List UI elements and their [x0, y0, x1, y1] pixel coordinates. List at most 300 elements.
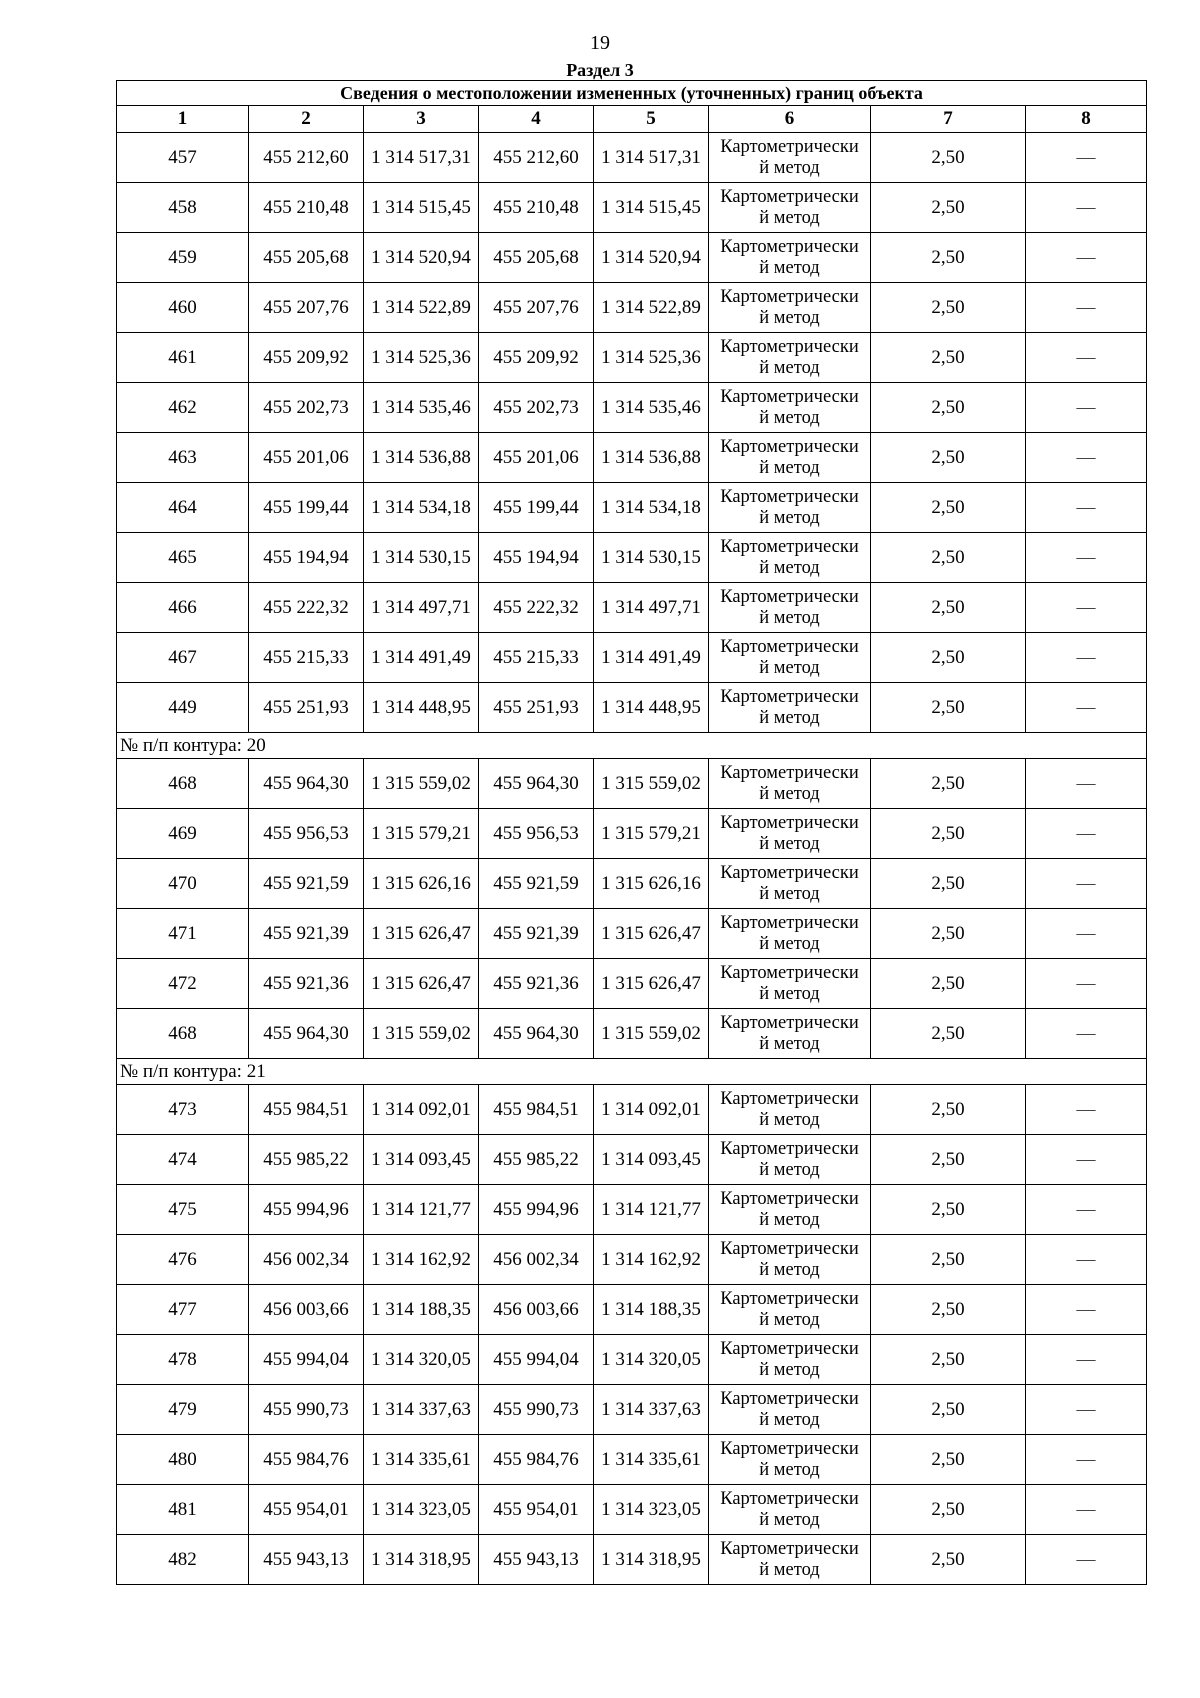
method-line: й метод — [759, 1159, 820, 1180]
y-new: 1 314 525,36 — [594, 333, 709, 383]
method-cell — [709, 233, 871, 283]
method-line: Картометрически — [720, 536, 859, 557]
x-new: 455 205,68 — [479, 233, 594, 283]
method-cell — [709, 583, 871, 633]
method-line: Картометрически — [720, 236, 859, 257]
method-line: Картометрически — [720, 1338, 859, 1359]
x-new: 455 984,76 — [479, 1435, 594, 1485]
column-number: 7 — [871, 106, 1026, 133]
accuracy: 2,50 — [871, 433, 1026, 483]
contour-prefix: № п/п контура: — [120, 1060, 247, 1082]
method-line: й метод — [759, 207, 820, 228]
x-new: 455 199,44 — [479, 483, 594, 533]
method-cell — [709, 759, 871, 809]
method-line: й метод — [759, 657, 820, 678]
point-number: 457 — [117, 133, 249, 183]
description: — — [1026, 283, 1147, 333]
x-existing: 455 209,92 — [249, 333, 364, 383]
x-new: 455 921,59 — [479, 859, 594, 909]
y-existing: 1 314 515,45 — [364, 183, 479, 233]
y-existing: 1 314 320,05 — [364, 1335, 479, 1385]
x-new: 455 201,06 — [479, 433, 594, 483]
table-row — [117, 683, 1147, 733]
description: — — [1026, 233, 1147, 283]
method-line: й метод — [759, 607, 820, 628]
table-row — [117, 233, 1147, 283]
method-line: й метод — [759, 883, 820, 904]
x-existing: 455 984,51 — [249, 1085, 364, 1135]
method-cell — [709, 183, 871, 233]
column-number: 1 — [117, 106, 249, 133]
method-cell — [709, 283, 871, 333]
y-existing: 1 314 121,77 — [364, 1185, 479, 1235]
x-existing: 455 956,53 — [249, 809, 364, 859]
point-number: 481 — [117, 1485, 249, 1535]
x-new: 455 985,22 — [479, 1135, 594, 1185]
method-line: й метод — [759, 1459, 820, 1480]
accuracy: 2,50 — [871, 1135, 1026, 1185]
description: — — [1026, 1335, 1147, 1385]
method-line: Картометрически — [720, 336, 859, 357]
method-cell — [709, 1085, 871, 1135]
table-row — [117, 809, 1147, 859]
y-existing: 1 315 579,21 — [364, 809, 479, 859]
description: — — [1026, 809, 1147, 859]
method-cell — [709, 1485, 871, 1535]
method-line: й метод — [759, 457, 820, 478]
method-line: Картометрически — [720, 1438, 859, 1459]
method-line: Картометрически — [720, 1388, 859, 1409]
point-number: 468 — [117, 759, 249, 809]
y-new: 1 315 559,02 — [594, 759, 709, 809]
accuracy: 2,50 — [871, 809, 1026, 859]
method-cell — [709, 859, 871, 909]
y-existing: 1 314 536,88 — [364, 433, 479, 483]
y-new: 1 315 579,21 — [594, 809, 709, 859]
y-existing: 1 314 491,49 — [364, 633, 479, 683]
table-row — [117, 1435, 1147, 1485]
point-number: 471 — [117, 909, 249, 959]
method-cell — [709, 433, 871, 483]
point-number: 449 — [117, 683, 249, 733]
method-cell — [709, 383, 871, 433]
method-line: й метод — [759, 1509, 820, 1530]
accuracy: 2,50 — [871, 1435, 1026, 1485]
x-new: 455 222,32 — [479, 583, 594, 633]
method-line: Картометрически — [720, 686, 859, 707]
description: — — [1026, 383, 1147, 433]
accuracy: 2,50 — [871, 1485, 1026, 1535]
method-line: Картометрически — [720, 1088, 859, 1109]
accuracy: 2,50 — [871, 533, 1026, 583]
description: — — [1026, 133, 1147, 183]
accuracy: 2,50 — [871, 483, 1026, 533]
x-new: 455 994,04 — [479, 1335, 594, 1385]
y-new: 1 314 535,46 — [594, 383, 709, 433]
y-new: 1 314 121,77 — [594, 1185, 709, 1235]
description: — — [1026, 583, 1147, 633]
x-new: 455 194,94 — [479, 533, 594, 583]
x-existing: 456 003,66 — [249, 1285, 364, 1335]
accuracy: 2,50 — [871, 909, 1026, 959]
description: — — [1026, 183, 1147, 233]
x-new: 455 943,13 — [479, 1535, 594, 1585]
method-line: й метод — [759, 833, 820, 854]
accuracy: 2,50 — [871, 633, 1026, 683]
contour-label — [117, 1059, 1147, 1085]
accuracy: 2,50 — [871, 183, 1026, 233]
accuracy: 2,50 — [871, 583, 1026, 633]
y-existing: 1 314 188,35 — [364, 1285, 479, 1335]
point-number: 458 — [117, 183, 249, 233]
method-line: Картометрически — [720, 486, 859, 507]
method-line: Картометрически — [720, 962, 859, 983]
method-line: й метод — [759, 983, 820, 1004]
y-existing: 1 315 626,16 — [364, 859, 479, 909]
description: — — [1026, 333, 1147, 383]
column-number: 3 — [364, 106, 479, 133]
method-line: Картометрически — [720, 862, 859, 883]
x-new: 455 215,33 — [479, 633, 594, 683]
table-row — [117, 483, 1147, 533]
method-cell — [709, 1335, 871, 1385]
table-row — [117, 133, 1147, 183]
point-number: 469 — [117, 809, 249, 859]
x-new: 455 209,92 — [479, 333, 594, 383]
y-new: 1 314 497,71 — [594, 583, 709, 633]
table-row — [117, 1009, 1147, 1059]
accuracy: 2,50 — [871, 1185, 1026, 1235]
accuracy: 2,50 — [871, 1009, 1026, 1059]
table-row — [117, 1185, 1147, 1235]
point-number: 474 — [117, 1135, 249, 1185]
method-line: Картометрически — [720, 1188, 859, 1209]
table-row — [117, 383, 1147, 433]
point-number: 470 — [117, 859, 249, 909]
x-existing: 455 994,04 — [249, 1335, 364, 1385]
method-cell — [709, 1235, 871, 1285]
description: — — [1026, 533, 1147, 583]
accuracy: 2,50 — [871, 383, 1026, 433]
y-existing: 1 314 520,94 — [364, 233, 479, 283]
description: — — [1026, 433, 1147, 483]
accuracy: 2,50 — [871, 333, 1026, 383]
x-existing: 455 990,73 — [249, 1385, 364, 1435]
accuracy: 2,50 — [871, 283, 1026, 333]
method-line: й метод — [759, 307, 820, 328]
y-new: 1 314 093,45 — [594, 1135, 709, 1185]
y-new: 1 314 320,05 — [594, 1335, 709, 1385]
x-new: 455 964,30 — [479, 1009, 594, 1059]
y-existing: 1 314 534,18 — [364, 483, 479, 533]
point-number: 478 — [117, 1335, 249, 1385]
description: — — [1026, 483, 1147, 533]
y-new: 1 314 522,89 — [594, 283, 709, 333]
table-row — [117, 533, 1147, 583]
accuracy: 2,50 — [871, 859, 1026, 909]
method-cell — [709, 1009, 871, 1059]
y-new: 1 314 318,95 — [594, 1535, 709, 1585]
x-existing: 455 210,48 — [249, 183, 364, 233]
x-new: 455 251,93 — [479, 683, 594, 733]
y-new: 1 314 323,05 — [594, 1485, 709, 1535]
method-line: й метод — [759, 783, 820, 804]
description: — — [1026, 909, 1147, 959]
method-cell — [709, 133, 871, 183]
point-number: 466 — [117, 583, 249, 633]
method-line: Картометрически — [720, 1488, 859, 1509]
method-cell — [709, 1285, 871, 1335]
method-line: й метод — [759, 1109, 820, 1130]
y-new: 1 314 520,94 — [594, 233, 709, 283]
table-row — [117, 1285, 1147, 1335]
accuracy: 2,50 — [871, 1335, 1026, 1385]
description: — — [1026, 859, 1147, 909]
method-cell — [709, 1535, 871, 1585]
table-row — [117, 1235, 1147, 1285]
description: — — [1026, 1235, 1147, 1285]
method-cell — [709, 533, 871, 583]
point-number: 476 — [117, 1235, 249, 1285]
x-existing: 455 215,33 — [249, 633, 364, 683]
method-cell — [709, 1435, 871, 1485]
method-cell — [709, 1185, 871, 1235]
y-new: 1 315 626,16 — [594, 859, 709, 909]
point-number: 461 — [117, 333, 249, 383]
accuracy: 2,50 — [871, 1085, 1026, 1135]
x-existing: 455 222,32 — [249, 583, 364, 633]
x-existing: 455 251,93 — [249, 683, 364, 733]
table-row — [117, 1485, 1147, 1535]
point-number: 480 — [117, 1435, 249, 1485]
method-cell — [709, 633, 871, 683]
y-existing: 1 314 337,63 — [364, 1385, 479, 1435]
method-cell — [709, 959, 871, 1009]
accuracy: 2,50 — [871, 1285, 1026, 1335]
y-existing: 1 314 318,95 — [364, 1535, 479, 1585]
table-row — [117, 1085, 1147, 1135]
method-line: й метод — [759, 1409, 820, 1430]
method-line: Картометрически — [720, 1138, 859, 1159]
method-line: й метод — [759, 707, 820, 728]
column-number: 8 — [1026, 106, 1147, 133]
table-row — [117, 1535, 1147, 1585]
method-line: й метод — [759, 1359, 820, 1380]
column-number: 6 — [709, 106, 871, 133]
method-cell — [709, 809, 871, 859]
y-new: 1 314 188,35 — [594, 1285, 709, 1335]
y-existing: 1 314 522,89 — [364, 283, 479, 333]
description: — — [1026, 1535, 1147, 1585]
x-new: 456 003,66 — [479, 1285, 594, 1335]
table-row — [117, 1335, 1147, 1385]
method-line: й метод — [759, 507, 820, 528]
point-number: 473 — [117, 1085, 249, 1135]
method-cell — [709, 483, 871, 533]
method-line: Картометрически — [720, 586, 859, 607]
method-line: Картометрически — [720, 912, 859, 933]
x-existing: 455 199,44 — [249, 483, 364, 533]
point-number: 475 — [117, 1185, 249, 1235]
method-cell — [709, 1385, 871, 1435]
x-new: 455 210,48 — [479, 183, 594, 233]
y-new: 1 314 515,45 — [594, 183, 709, 233]
table-row — [117, 433, 1147, 483]
y-existing: 1 314 448,95 — [364, 683, 479, 733]
description: — — [1026, 959, 1147, 1009]
x-new: 455 994,96 — [479, 1185, 594, 1235]
method-line: Картометрически — [720, 1012, 859, 1033]
y-new: 1 314 534,18 — [594, 483, 709, 533]
column-number-row — [117, 106, 1147, 133]
method-line: Картометрически — [720, 762, 859, 783]
table-row — [117, 909, 1147, 959]
description: — — [1026, 1385, 1147, 1435]
point-number: 459 — [117, 233, 249, 283]
accuracy: 2,50 — [871, 683, 1026, 733]
description: — — [1026, 1485, 1147, 1535]
method-line: й метод — [759, 357, 820, 378]
y-new: 1 314 337,63 — [594, 1385, 709, 1435]
method-line: й метод — [759, 933, 820, 954]
y-new: 1 314 536,88 — [594, 433, 709, 483]
accuracy: 2,50 — [871, 1385, 1026, 1435]
x-new: 455 956,53 — [479, 809, 594, 859]
table-row — [117, 759, 1147, 809]
x-new: 455 202,73 — [479, 383, 594, 433]
contour-row — [117, 733, 1147, 759]
y-existing: 1 314 335,61 — [364, 1435, 479, 1485]
y-existing: 1 314 497,71 — [364, 583, 479, 633]
section-title: Раздел 3 — [566, 60, 634, 80]
description: — — [1026, 1185, 1147, 1235]
method-line: й метод — [759, 1309, 820, 1330]
x-existing: 455 994,96 — [249, 1185, 364, 1235]
y-new: 1 314 092,01 — [594, 1085, 709, 1135]
y-new: 1 315 626,47 — [594, 959, 709, 1009]
y-new: 1 314 491,49 — [594, 633, 709, 683]
method-line: Картометрически — [720, 386, 859, 407]
contour-number: 21 — [246, 1060, 266, 1082]
y-existing: 1 315 626,47 — [364, 909, 479, 959]
x-existing: 455 201,06 — [249, 433, 364, 483]
x-existing: 455 964,30 — [249, 759, 364, 809]
table-row — [117, 1385, 1147, 1435]
table-body — [117, 133, 1147, 1585]
y-new: 1 314 335,61 — [594, 1435, 709, 1485]
description: — — [1026, 759, 1147, 809]
x-existing: 455 194,94 — [249, 533, 364, 583]
method-line: Картометрически — [720, 636, 859, 657]
x-new: 455 964,30 — [479, 759, 594, 809]
y-new: 1 314 530,15 — [594, 533, 709, 583]
y-new: 1 314 517,31 — [594, 133, 709, 183]
accuracy: 2,50 — [871, 959, 1026, 1009]
table-row — [117, 583, 1147, 633]
method-line: Картометрически — [720, 812, 859, 833]
method-line: й метод — [759, 157, 820, 178]
point-number: 479 — [117, 1385, 249, 1435]
description: — — [1026, 683, 1147, 733]
method-line: й метод — [759, 557, 820, 578]
table-row — [117, 283, 1147, 333]
accuracy: 2,50 — [871, 759, 1026, 809]
table-title: Сведения о местоположении измененных (уточненных) границ объекта — [117, 81, 1147, 106]
table-row — [117, 859, 1147, 909]
accuracy: 2,50 — [871, 133, 1026, 183]
y-existing: 1 315 559,02 — [364, 1009, 479, 1059]
point-number: 477 — [117, 1285, 249, 1335]
method-line: й метод — [759, 407, 820, 428]
method-cell — [709, 333, 871, 383]
y-existing: 1 314 517,31 — [364, 133, 479, 183]
description: — — [1026, 1435, 1147, 1485]
method-cell — [709, 683, 871, 733]
x-new: 455 954,01 — [479, 1485, 594, 1535]
table-row — [117, 959, 1147, 1009]
page-number: 19 — [590, 32, 610, 54]
y-existing: 1 315 626,47 — [364, 959, 479, 1009]
point-number: 460 — [117, 283, 249, 333]
point-number: 464 — [117, 483, 249, 533]
point-number: 462 — [117, 383, 249, 433]
x-existing: 455 202,73 — [249, 383, 364, 433]
y-new: 1 314 162,92 — [594, 1235, 709, 1285]
method-line: Картометрически — [720, 1238, 859, 1259]
x-new: 455 990,73 — [479, 1385, 594, 1435]
x-existing: 455 984,76 — [249, 1435, 364, 1485]
description: — — [1026, 1285, 1147, 1335]
y-existing: 1 314 323,05 — [364, 1485, 479, 1535]
method-line: Картометрически — [720, 186, 859, 207]
description: — — [1026, 633, 1147, 683]
method-cell — [709, 1135, 871, 1185]
x-new: 455 921,39 — [479, 909, 594, 959]
x-new: 455 207,76 — [479, 283, 594, 333]
method-line: Картометрически — [720, 1538, 859, 1559]
method-cell — [709, 909, 871, 959]
table-row — [117, 1135, 1147, 1185]
point-number: 467 — [117, 633, 249, 683]
y-new: 1 315 559,02 — [594, 1009, 709, 1059]
contour-prefix: № п/п контура: — [120, 734, 247, 756]
x-new: 455 921,36 — [479, 959, 594, 1009]
method-line: Картометрически — [720, 136, 859, 157]
x-new: 455 984,51 — [479, 1085, 594, 1135]
method-line: й метод — [759, 1033, 820, 1054]
y-existing: 1 314 092,01 — [364, 1085, 479, 1135]
description: — — [1026, 1009, 1147, 1059]
accuracy: 2,50 — [871, 1235, 1026, 1285]
method-line: й метод — [759, 1559, 820, 1580]
method-line: Картометрически — [720, 286, 859, 307]
column-number: 2 — [249, 106, 364, 133]
contour-number: 20 — [246, 734, 266, 756]
contour-row — [117, 1059, 1147, 1085]
accuracy: 2,50 — [871, 1535, 1026, 1585]
y-existing: 1 315 559,02 — [364, 759, 479, 809]
method-line: й метод — [759, 1259, 820, 1280]
y-existing: 1 314 093,45 — [364, 1135, 479, 1185]
x-existing: 455 954,01 — [249, 1485, 364, 1535]
method-line: й метод — [759, 1209, 820, 1230]
table-row — [117, 183, 1147, 233]
y-new: 1 314 448,95 — [594, 683, 709, 733]
x-existing: 455 921,36 — [249, 959, 364, 1009]
column-number: 5 — [594, 106, 709, 133]
x-new: 455 212,60 — [479, 133, 594, 183]
x-existing: 456 002,34 — [249, 1235, 364, 1285]
